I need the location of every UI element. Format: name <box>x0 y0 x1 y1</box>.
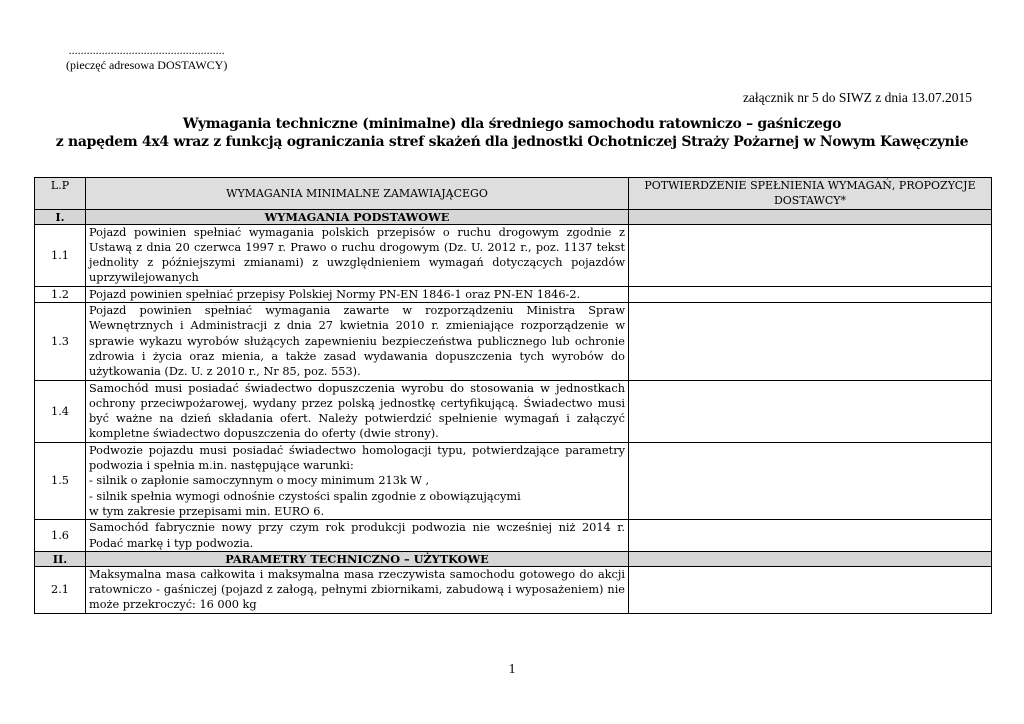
row-number: 1.3 <box>35 303 86 380</box>
table-row <box>35 303 992 380</box>
table-header-row <box>35 178 992 210</box>
table-row <box>35 286 992 302</box>
section-title: WYMAGANIA PODSTAWOWE <box>86 209 629 224</box>
section-title: PARAMETRY TECHNICZNO – UŻYTKOWE <box>86 551 629 566</box>
row-requirement: Maksymalna masa całkowita i maksymalna masa rzeczywista samochodu gotowego do akcji ratowniczo - gaśniczej (pojazd z załogą, pełnymi zbiornikami, zabudową i wyposażeniem) nie może przekroczyć: 16 000 kg <box>86 566 629 613</box>
document-title-line-1: Wymagania techniczne (minimalne) dla średniego samochodu ratowniczo – gaśniczego <box>182 116 842 132</box>
document-title-line-2: z napędem 4x4 wraz z funkcją ograniczania stref skażeń dla jednostki Ochotniczej Straży Pożarnej w Nowym Kawęczynie <box>55 134 969 150</box>
header-confirmation: POTWIERDZENIE SPEŁNIENIA WYMAGAŃ, PROPOZYCJE DOSTAWCY* <box>629 178 992 210</box>
row-requirement: Pojazd powinien spełniać przepisy Polskiej Normy PN-EN 1846-1 oraz PN-EN 1846-2. <box>86 286 629 302</box>
stamp-signature-line: .................................................... <box>68 43 225 57</box>
row-answer-cell[interactable] <box>629 380 992 442</box>
section-row <box>35 209 992 224</box>
table-row <box>35 224 992 286</box>
row-answer-cell[interactable] <box>629 520 992 552</box>
annex-reference: załącznik nr 5 do SIWZ z dnia 13.07.2015 <box>742 90 972 105</box>
table-row <box>35 566 992 613</box>
section-answer-cell <box>629 551 992 566</box>
page-number: 1 <box>508 662 516 677</box>
row-answer-cell[interactable] <box>629 566 992 613</box>
header-requirements: WYMAGANIA MINIMALNE ZAMAWIAJĄCEGO <box>86 178 629 210</box>
row-answer-cell[interactable] <box>629 224 992 286</box>
section-number: II. <box>35 551 86 566</box>
requirements-table <box>34 177 992 614</box>
section-answer-cell <box>629 209 992 224</box>
row-answer-cell[interactable] <box>629 286 992 302</box>
row-requirement: Pojazd powinien spełniać wymagania polskich przepisów o ruchu drogowym zgodnie z Ustawą z dnia 20 czerwca 1997 r. Prawo o ruchu drogowym (Dz. U. 2012 r., poz. 1137 tekst jednolity z późniejszymi zmianami) z uwzględnieniem wymagań dotyczących pojazdów uprzywilejowanych <box>86 224 629 286</box>
row-requirement: Samochód fabrycznie nowy przy czym rok produkcji podwozia nie wcześniej niż 2014 r. Podać markę i typ podwozia. <box>86 520 629 552</box>
table-row <box>35 380 992 442</box>
section-number: I. <box>35 209 86 224</box>
row-requirement: Podwozie pojazdu musi posiadać świadectwo homologacji typu, potwierdzające parametry podwozia i spełnia m.in. następujące warunki: - silnik o zapłonie samoczynnym o mocy minimum 213k W , - silnik spełnia wymogi odnośnie czystości spalin zgodnie z obowiązującymi w tym zakresie przepisami min. EURO 6. <box>86 442 629 519</box>
table-row <box>35 520 992 552</box>
row-answer-cell[interactable] <box>629 442 992 519</box>
table-row <box>35 442 992 519</box>
row-number: 1.6 <box>35 520 86 552</box>
header-lp: L.P <box>35 178 86 210</box>
row-number: 2.1 <box>35 566 86 613</box>
row-number: 1.1 <box>35 224 86 286</box>
stamp-caption: (pieczęć adresowa DOSTAWCY) <box>66 58 228 72</box>
row-number: 1.5 <box>35 442 86 519</box>
section-row <box>35 551 992 566</box>
row-requirement: Samochód musi posiadać świadectwo dopuszczenia wyrobu do stosowania w jednostkach ochrony przeciwpożarowej, wydany przez polską jednostkę certyfikującą. Świadectwo musi być ważne na dzień składania ofert. Należy potwierdzić spełnienie wymagań i załączyć kompletne świadectwo dopuszczenia do oferty (dwie strony). <box>86 380 629 442</box>
row-answer-cell[interactable] <box>629 303 992 380</box>
row-requirement: Pojazd powinien spełniać wymagania zawarte w rozporządzeniu Ministra Spraw Wewnętrznych i Administracji z dnia 27 kwietnia 2010 r. zmieniające rozporządzenie w sprawie wykazu wyrobów służących zapewnieniu bezpieczeństwa publicznego lub ochronie zdrowia i życia oraz mienia, a także zasad wydawania dopuszczenia tych wyrobów do użytkowania (Dz. U. z 2010 r., Nr 85, poz. 553). <box>86 303 629 380</box>
row-number: 1.2 <box>35 286 86 302</box>
address-stamp-area <box>66 44 227 73</box>
row-number: 1.4 <box>35 380 86 442</box>
